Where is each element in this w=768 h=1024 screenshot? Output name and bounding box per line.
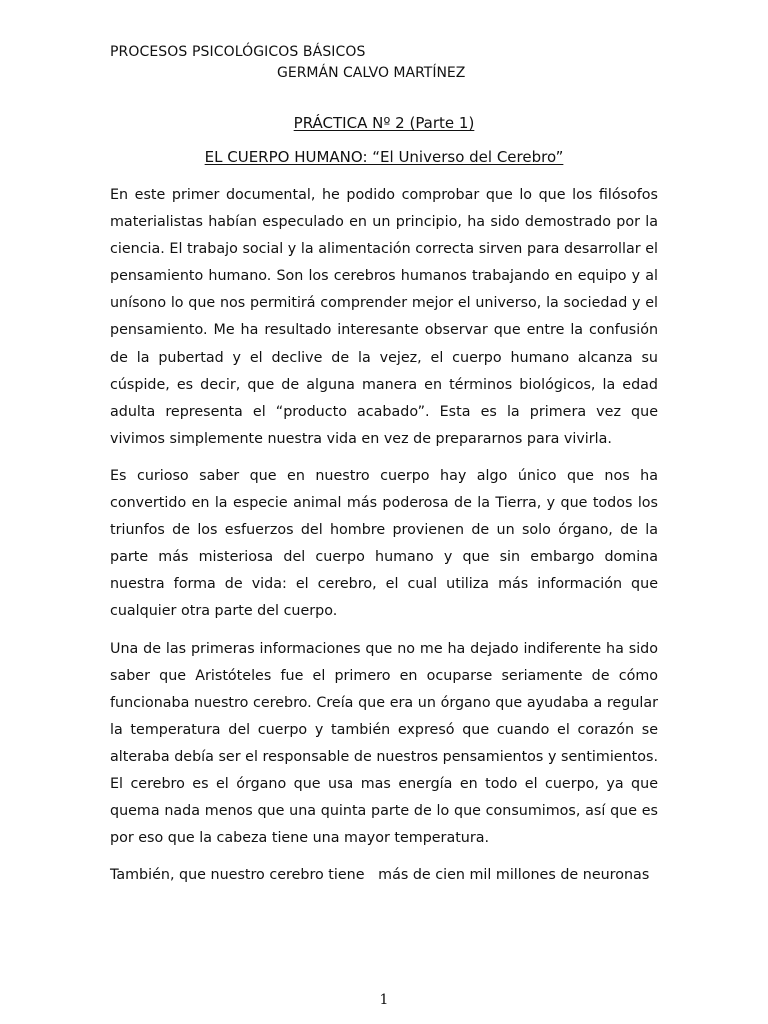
document-title: EL CUERPO HUMANO: “El Universo del Cerebro” [204, 148, 564, 166]
paragraph-2: Es curioso saber que en nuestro cuerpo hay algo único que nos ha convertido en la especie animal más poderosa de la Tierra, y que todos los triunfos de los esfuerzos del hombre provienen de un solo órgano, de la parte más misteriosa del cuerpo humano y que sin embargo domina nuestra forma de vida: el cerebro, el cual utiliza más información que cualquier otra parte del cuerpo. [110, 467, 658, 620]
paragraph-1: En este primer documental, he podido comprobar que lo que los filósofos materialistas habían especulado en un principio, ha sido demostrado por la ciencia. El trabajo social y la alimentación correcta sirven para desarrollar el pensamiento humano. Son los cerebros humanos trabajando en equipo y al unísono lo que nos permitirá comprender mejor el universo, la sociedad y el pensamiento. Me ha resultado interesante observar que entre la confusión de la pubertad y el declive de la vejez, el cuerpo humano alcanza su cúspide, es decir, que de alguna manera en términos biológicos, la edad adulta representa el “producto acabado”. Esta es la primera vez que vivimos simplemente nuestra vida en vez de prepararnos para vivirla. [110, 187, 658, 447]
course-header: PROCESOS PSICOLÓGICOS BÁSICOS [110, 44, 366, 60]
paragraph-3: Una de las primeras informaciones que no me ha dejado indiferente ha sido saber que Aristóteles fue el primero en ocuparse seriamente de cómo funcionaba nuestro cerebro. Creía que era un órgano que ayudaba a regular la temperatura del cuerpo y también expresó que cuando el corazón se alteraba debía ser el responsable de nuestros pensamientos y sentimientos. El cerebro es el órgano que usa mas energía en todo el cuerpo, ya que quema nada menos que una quinta parte de lo que consumimos, así que es por eso que la cabeza tiene una mayor temperatura. [110, 640, 658, 847]
practice-title: PRÁCTICA Nº 2 (Parte 1) [293, 114, 475, 132]
body-text [110, 182, 658, 899]
paragraph-4: También, que nuestro cerebro tiene más de cien mil millones de neuronas [110, 867, 650, 884]
author-name: GERMÁN CALVO MARTÍNEZ [277, 65, 466, 81]
page-number: 1 [379, 992, 389, 1008]
